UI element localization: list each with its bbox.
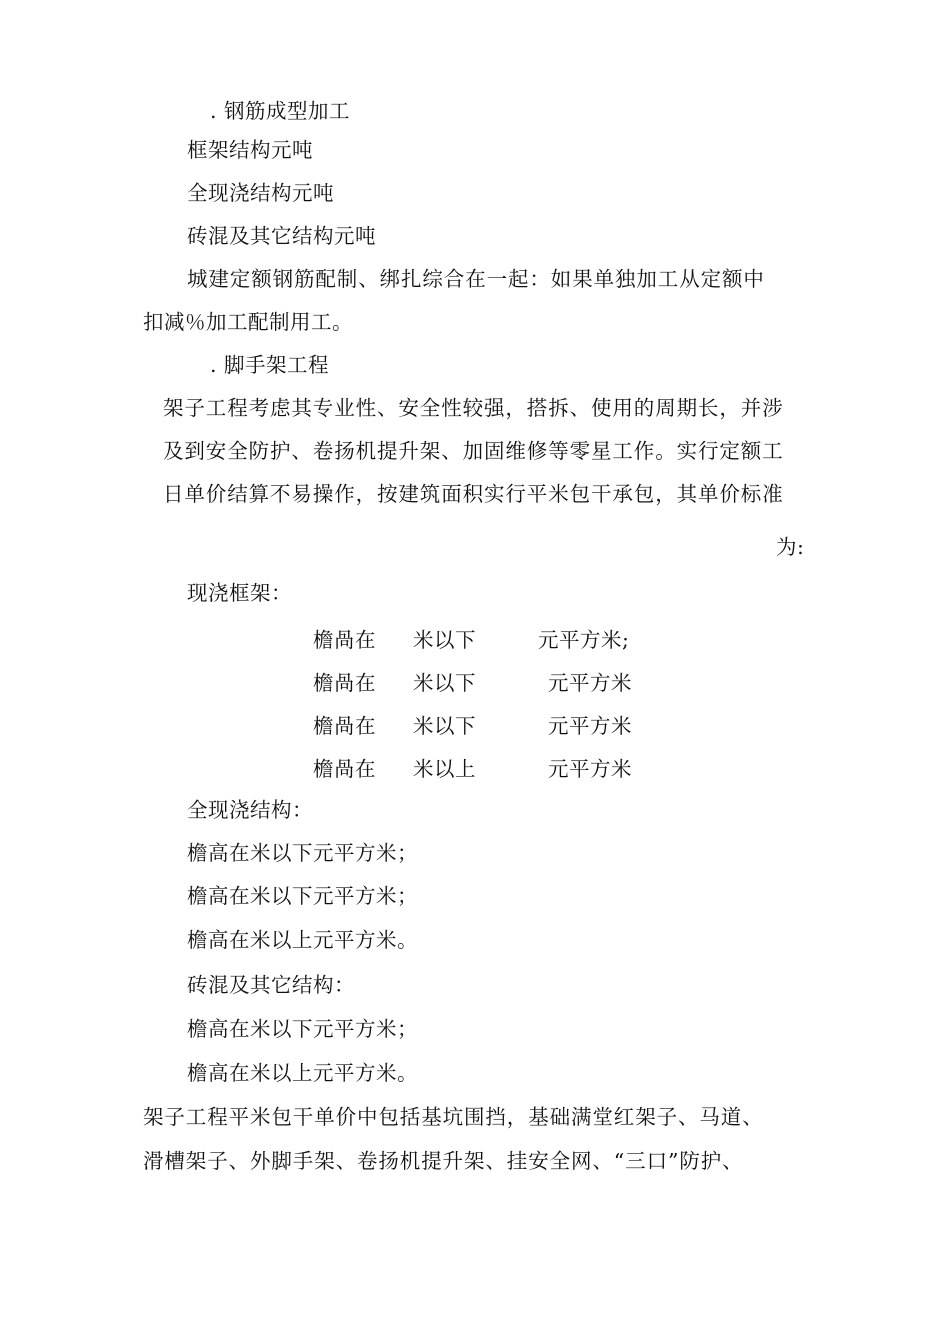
cast-frame-row-4-height: 米以上 <box>413 757 476 781</box>
brick-row-2: 檐高在米以上元平方米。 <box>187 1061 418 1085</box>
cast-frame-row-1-price: 元平方米; <box>538 628 630 652</box>
brick-label: 砖混及其它结构： <box>187 973 355 997</box>
closing-line-1: 架子工程平米包干单价中包括基坑围挡，基础满堂红架子、马道、 <box>143 1105 764 1129</box>
full-cast-structure-line: 全现浇结构元吨 <box>187 181 334 205</box>
scaffold-paragraph-line-2: 及到安全防护、卷扬机提升架、加固维修等零星工作。实行定额工 <box>163 439 784 463</box>
cast-frame-row-1-height: 米以下 <box>413 628 476 652</box>
heading-scaffold: . 脚手架工程 <box>210 353 330 377</box>
full-cast-row-2: 檐高在米以下元平方米； <box>187 884 418 908</box>
brick-structure-line: 砖混及其它结构元吨 <box>187 224 376 248</box>
brick-row-1: 檐高在米以下元平方米； <box>187 1017 418 1041</box>
cast-frame-row-4-price: 元平方米 <box>548 757 632 781</box>
full-cast-row-3: 檐高在米以上元平方米。 <box>187 928 418 952</box>
cast-frame-row-1-eave: 檐咼在 <box>313 628 376 652</box>
cast-frame-row-3-eave: 檐咼在 <box>313 714 376 738</box>
cast-frame-label: 现浇框架： <box>187 581 292 605</box>
full-cast-label: 全现浇结构： <box>187 798 313 822</box>
rebar-note-line-1: 城建定额钢筋配制、绑扎综合在一起：如果单独加工从定额中 <box>187 267 765 291</box>
cast-frame-row-2-price: 元平方米 <box>548 671 632 695</box>
cast-frame-row-4-eave: 檐咼在 <box>313 757 376 781</box>
scaffold-paragraph-line-4: 为: <box>776 535 805 559</box>
cast-frame-row-2-height: 米以下 <box>413 671 476 695</box>
scaffold-paragraph-line-3: 日单价结算不易操作，按建筑面积实行平米包干承包，其单价标准 <box>163 482 784 506</box>
closing-line-2: 滑槽架子、外脚手架、卷扬机提升架、挂安全网、“三口”防护、 <box>143 1149 744 1173</box>
cast-frame-row-3-price: 元平方米 <box>548 714 632 738</box>
cast-frame-row-2-eave: 檐咼在 <box>313 671 376 695</box>
heading-rebar: . 钢筋成型加工 <box>210 99 351 123</box>
cast-frame-row-3-height: 米以下 <box>413 714 476 738</box>
rebar-note-line-2: 扣减％加工配制用工。 <box>143 310 353 334</box>
frame-structure-line: 框架结构元吨 <box>187 138 313 162</box>
full-cast-row-1: 檐高在米以下元平方米； <box>187 841 418 865</box>
scaffold-paragraph-line-1: 架子工程考虑其专业性、安全性较强，搭拆、使用的周期长，并涉 <box>163 396 784 420</box>
